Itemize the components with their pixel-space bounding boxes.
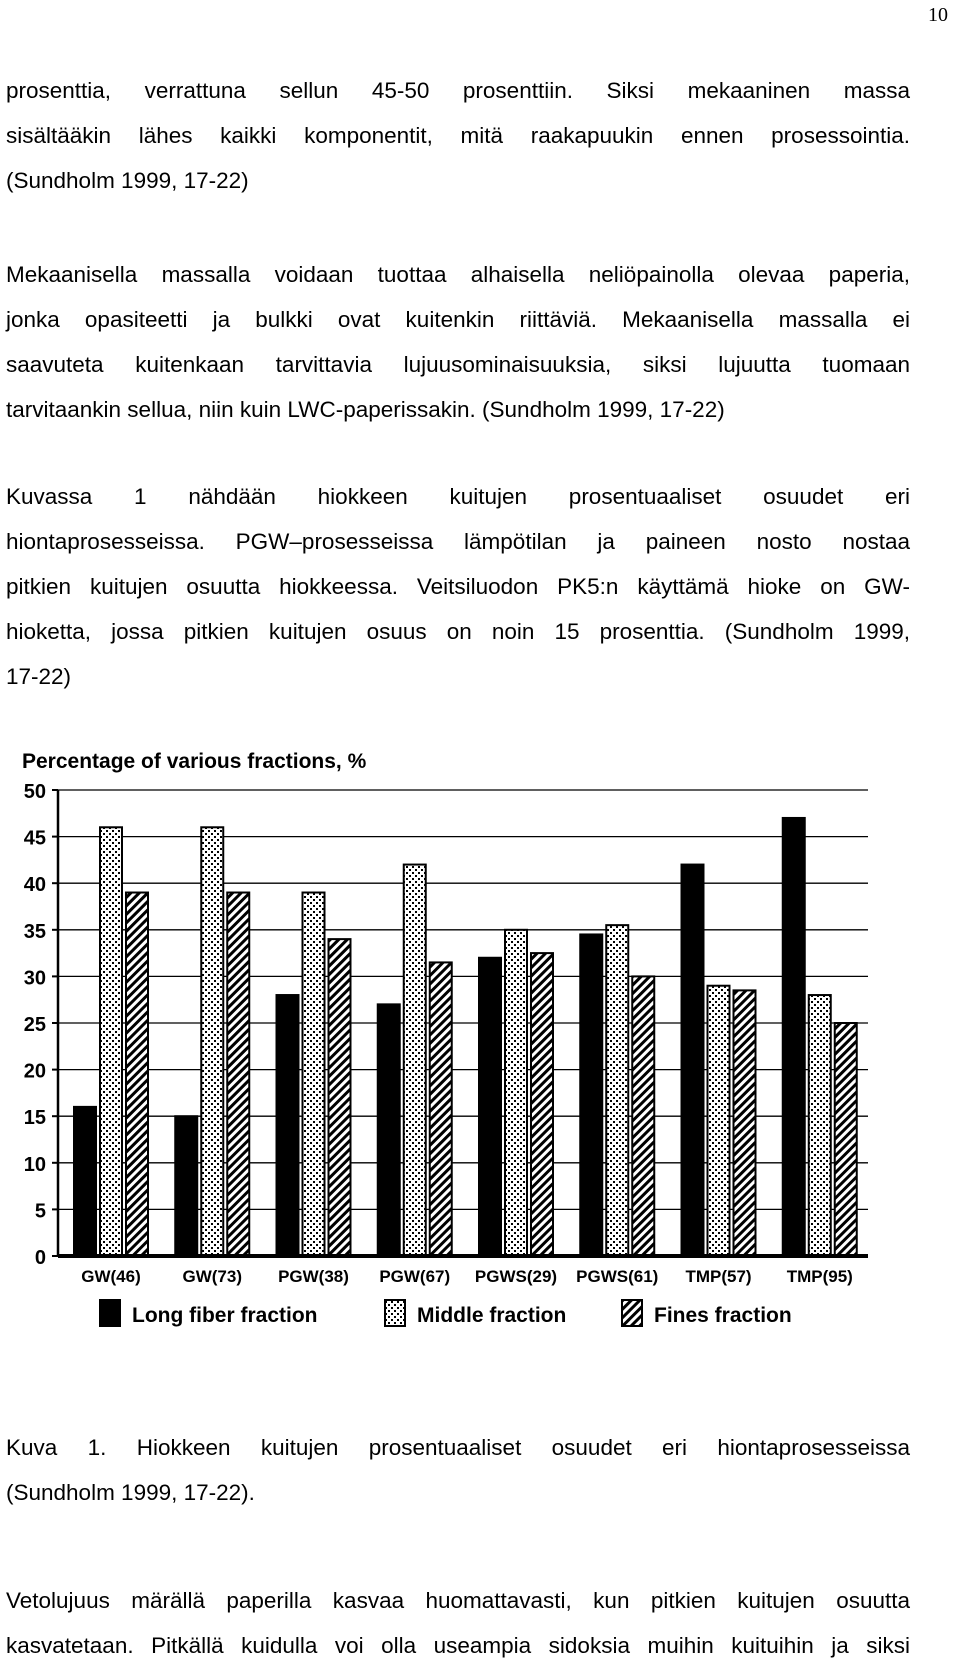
fines-fraction-bar xyxy=(126,893,148,1256)
fines-fraction-bar xyxy=(227,893,249,1256)
x-tick-label: TMP(57) xyxy=(685,1267,752,1286)
fines-fraction-bar xyxy=(329,939,351,1256)
paragraph-1 xyxy=(6,68,910,203)
text-line: 17-22) xyxy=(6,664,72,689)
text-line: sisältääkin lähes kaikki komponentit, mitä raakapuukin ennen prosessointia. xyxy=(6,123,910,148)
y-tick-label: 45 xyxy=(23,827,46,850)
caption-line: Kuva 1. Hiokkeen kuitujen prosentuaaliset osuudet eri hiontaprosesseissa xyxy=(6,1435,910,1460)
y-tick-label: 15 xyxy=(23,1107,46,1130)
x-tick-label: GW(46) xyxy=(81,1267,141,1286)
text-line: Mekaanisella massalla voidaan tuottaa alhaisella neliöpainolla olevaa paperia, xyxy=(6,262,910,287)
text-line: Vetolujuus märällä paperilla kasvaa huomattavasti, kun pitkien kuitujen osuutta xyxy=(6,1588,910,1613)
text-line: hioketta, jossa pitkien kuitujen osuus on noin 15 prosenttia. (Sundholm 1999, xyxy=(6,619,910,644)
long-fiber-bar xyxy=(74,1107,96,1256)
y-tick-label: 25 xyxy=(23,1014,46,1036)
legend-fines-fraction-label: Fines fraction xyxy=(654,1304,792,1327)
text-line: pitkien kuitujen osuutta hiokkeessa. Veitsiluodon PK5:n käyttämä hioke on GW- xyxy=(6,574,910,599)
figure-1 xyxy=(0,752,960,1392)
fines-fraction-bar xyxy=(632,976,654,1256)
chart-title: Percentage of various fractions, % xyxy=(22,750,367,773)
x-tick-label: PGWS(29) xyxy=(474,1267,558,1286)
middle-fraction-bar xyxy=(100,827,122,1256)
caption-line: (Sundholm 1999, 17-22). xyxy=(6,1480,255,1505)
fines-fraction-bar xyxy=(531,953,553,1256)
legend-long-fiber-swatch xyxy=(100,1300,120,1326)
middle-fraction-bar xyxy=(303,893,325,1256)
middle-fraction-bar xyxy=(708,986,730,1256)
middle-fraction-bar xyxy=(505,930,527,1256)
legend-middle-fraction-swatch xyxy=(385,1300,405,1326)
text-line: (Sundholm 1999, 17-22) xyxy=(6,168,249,193)
legend-middle-fraction-label: Middle fraction xyxy=(417,1304,567,1327)
text-line: kasvatetaan. Pitkällä kuidulla voi olla useampia sidoksia muihin kuituihin ja siksi xyxy=(6,1633,910,1658)
x-tick-label: PGW(38) xyxy=(278,1267,349,1286)
fines-fraction-bar xyxy=(430,962,452,1256)
x-tick-label: PGW(67) xyxy=(379,1267,451,1286)
figure-caption xyxy=(6,1425,910,1515)
paragraph-3 xyxy=(6,474,910,699)
middle-fraction-bar xyxy=(809,995,831,1256)
fines-fraction-bar xyxy=(734,990,756,1256)
y-tick-label: 5 xyxy=(34,1200,46,1223)
middle-fraction-bar xyxy=(201,827,223,1256)
y-tick-label: 35 xyxy=(23,920,46,943)
text-line: tarvitaankin sellua, niin kuin LWC-paperissakin. (Sundholm 1999, 17-22) xyxy=(6,397,725,422)
middle-fraction-bar xyxy=(404,865,426,1256)
text-line: prosenttia, verrattuna sellun 45-50 prosenttiin. Siksi mekaaninen massa xyxy=(6,78,910,103)
y-tick-label: 30 xyxy=(23,967,46,990)
x-tick-label: TMP(95) xyxy=(786,1267,853,1286)
legend-fines-fraction-swatch xyxy=(622,1300,642,1326)
page-number: 10 xyxy=(928,4,948,26)
legend-long-fiber-label: Long fiber fraction xyxy=(132,1304,318,1327)
y-tick-label: 10 xyxy=(23,1153,46,1176)
text-line: Kuvassa 1 nähdään hiokkeen kuitujen prosentuaaliset osuudet eri xyxy=(6,484,910,509)
y-tick-label: 0 xyxy=(34,1247,46,1269)
long-fiber-bar xyxy=(580,934,602,1256)
y-tick-label: 50 xyxy=(23,781,46,803)
long-fiber-bar xyxy=(277,995,299,1256)
y-tick-label: 20 xyxy=(23,1060,46,1083)
y-tick-label: 40 xyxy=(23,874,46,897)
long-fiber-bar xyxy=(175,1116,197,1256)
x-tick-label: PGWS(61) xyxy=(576,1267,659,1286)
long-fiber-bar xyxy=(783,818,805,1256)
paragraph-4 xyxy=(6,1578,910,1668)
long-fiber-bar xyxy=(479,958,501,1256)
middle-fraction-bar xyxy=(606,925,628,1256)
text-line: jonka opasiteetti ja bulkki ovat kuitenkin riittäviä. Mekaanisella massalla ei xyxy=(6,307,910,332)
text-line: hiontaprosesseissa. PGW–prosesseissa lämpötilan ja paineen nosto nostaa xyxy=(6,529,910,554)
x-tick-label: GW(73) xyxy=(182,1267,242,1286)
text-line: saavuteta kuitenkaan tarvittavia lujuusominaisuuksia, siksi lujuutta tuomaan xyxy=(6,352,910,377)
paragraph-2 xyxy=(6,252,910,432)
bar-chart xyxy=(0,752,960,1392)
long-fiber-bar xyxy=(378,1004,400,1256)
long-fiber-bar xyxy=(682,865,704,1256)
fines-fraction-bar xyxy=(835,1023,857,1256)
